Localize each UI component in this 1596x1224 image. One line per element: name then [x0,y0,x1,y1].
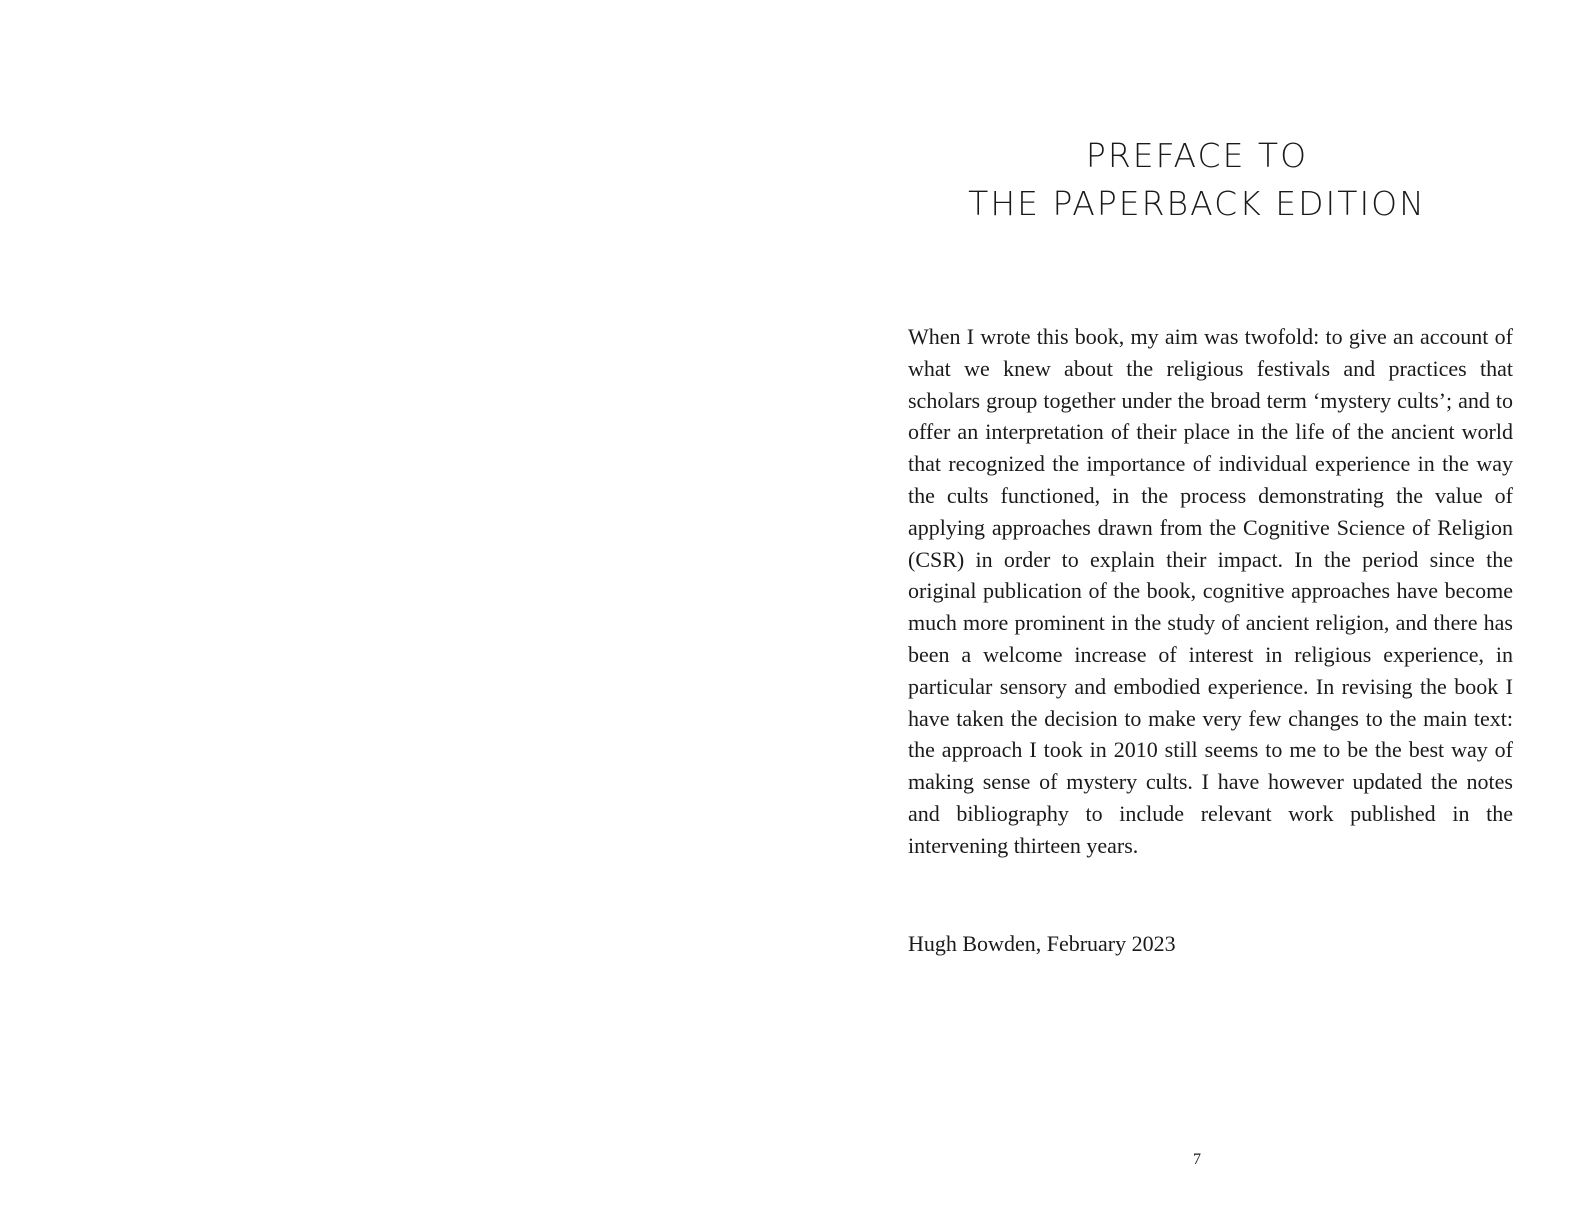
page-number: 7 [1193,1151,1201,1168]
right-page [798,0,1596,1224]
chapter-title-line-1: PREFACE TO [1085,136,1309,175]
chapter-title [798,132,1596,228]
author-signature-line: Hugh Bowden, February 2023 [908,931,1176,956]
preface-body-paragraph: When I wrote this book, my aim was twofold: to give an account of what we knew about the religious festivals and practices that scholars group together under the broad term ‘mystery cults’; and to offer an interpretation of their place in the life of the ancient world that recognized the importance of individual experience in the way the cults functioned, in the process demonstrating the value of applying approaches drawn from the Cognitive Science of Religion (CSR) in order to explain their impact. In the period since the original publication of the book, cognitive approaches have become much more prominent in the study of ancient religion, and there has been a welcome increase of interest in religious experience, in particular sensory and embodied experience. In revising the book I have taken the decision to make very few changes to the main text: the approach I took in 2010 still seems to me to be the best way of making sense of mystery cults. I have however updated the notes and bibliography to include relevant work published in the intervening thirteen years. [908,324,1513,858]
chapter-title-line-2: THE PAPERBACK EDITION [968,184,1426,223]
